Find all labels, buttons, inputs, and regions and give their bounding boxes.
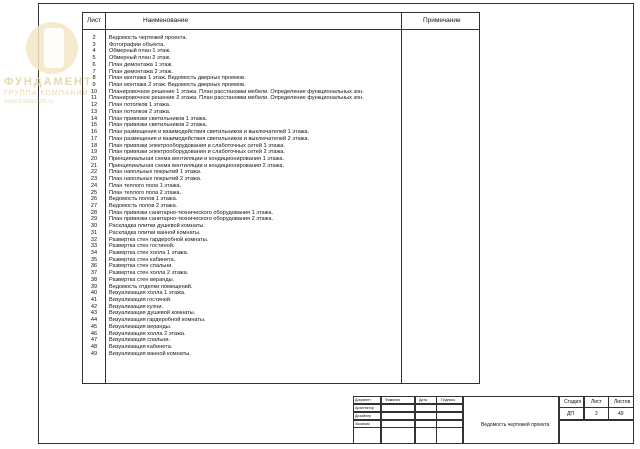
row-sheet-name: Визуализация душевой комнаты. — [109, 310, 196, 317]
logo-brand: ФУНДАМЕНТ — [4, 76, 93, 88]
row-sheet-number: 12 — [90, 102, 98, 109]
row-sheet-number: 40 — [90, 290, 98, 297]
stamp-title-cell — [463, 396, 559, 444]
table-row — [83, 210, 479, 217]
row-sheet-name: Развертка стен спальни. — [109, 263, 173, 270]
row-sheet-number: 45 — [90, 323, 98, 330]
table-row — [83, 331, 479, 338]
row-sheet-number: 5 — [92, 55, 96, 62]
row-sheet-name: Принципиальная схема вентиляции и кондиционирования 2 этажа. — [109, 162, 285, 169]
row-sheet-number: 34 — [90, 250, 98, 256]
table-row — [83, 109, 479, 116]
row-sheet-number: 17 — [90, 135, 98, 142]
table-row — [83, 176, 479, 183]
row-sheet-name: План размещения и взаимодействия светильников и выключателей 1 этажа. — [109, 129, 310, 136]
table-row — [83, 149, 479, 156]
row-sheet-number: 19 — [90, 149, 98, 156]
table-row — [83, 277, 479, 284]
row-sheet-name: Визуализация холла 2 этажа. — [109, 330, 186, 337]
row-sheet-name: Визуализация гостиной. — [109, 297, 172, 304]
row-sheet-name: Развертка стен гардеробной комнаты. — [109, 236, 209, 243]
table-row — [83, 344, 479, 351]
header-name: Наименование — [143, 17, 189, 24]
row-sheet-number: 3 — [92, 41, 96, 48]
table-row — [83, 257, 479, 264]
row-sheet-name: План напольных покрытий 1 этажа. — [109, 169, 202, 176]
row-sheet-number: 47 — [90, 337, 98, 344]
table-row — [83, 89, 479, 96]
row-sheet-number: 24 — [90, 182, 98, 189]
row-sheet-number: 8 — [92, 75, 96, 82]
row-sheet-number: 2 — [92, 35, 96, 41]
table-row — [83, 230, 479, 237]
row-sheet-name: План напольных покрытий 2 этажа. — [109, 176, 202, 183]
table-row — [83, 75, 479, 82]
table-row — [83, 337, 479, 344]
row-sheet-name: Раскладка плитки ванной комнаты. — [109, 229, 201, 236]
stamp-h-date: Дата — [419, 398, 427, 402]
row-sheet-number: 46 — [90, 330, 98, 337]
row-sheet-name: План потолков 1 этажа. — [109, 102, 171, 109]
table-row — [83, 304, 479, 311]
row-sheet-number: 29 — [90, 216, 98, 223]
table-row — [83, 143, 479, 150]
table-row — [83, 310, 479, 317]
row-sheet-name: План привязки санитарно-технического оборудования 2 этажа. — [109, 216, 274, 223]
header-divider — [83, 29, 479, 30]
row-sheet-name: План монтажа 2 этаж. Ведомость дверных проемов. — [109, 82, 246, 89]
row-sheet-number: 9 — [92, 82, 96, 89]
stamp-stage: ДП — [567, 411, 574, 417]
row-sheet-number: 7 — [92, 68, 96, 75]
table-row — [83, 324, 479, 331]
row-sheet-number: 33 — [90, 243, 98, 250]
table-row — [83, 237, 479, 244]
table-row — [83, 69, 479, 76]
logo-mark-inner — [44, 28, 64, 68]
stamp-h-sheets: Листов — [614, 399, 631, 405]
row-sheet-number: 16 — [90, 129, 98, 136]
row-sheet-number: 22 — [90, 169, 98, 176]
table-row — [83, 116, 479, 123]
row-sheet-name: Развертка стен холла 1 этажа. — [109, 250, 189, 256]
row-sheet-number: 11 — [91, 95, 97, 102]
row-sheet-number: 42 — [90, 303, 98, 310]
table-row — [83, 156, 479, 163]
row-sheet-name: Визуализация кухни. — [109, 303, 164, 310]
header-sheet: Лист — [87, 17, 102, 24]
title-block — [353, 396, 634, 444]
stamp-customer: Заказчик — [355, 422, 370, 426]
table-row — [83, 42, 479, 49]
stamp-title: Ведомость чертежей проекта — [481, 422, 550, 428]
row-sheet-number: 14 — [90, 115, 98, 122]
row-sheet-number: 30 — [90, 223, 98, 230]
row-sheet-name: Принципиальная схема вентиляции и кондиционирования 1 этажа. — [109, 155, 285, 162]
row-sheet-name: Визуализация гардеробной комнаты. — [109, 317, 206, 324]
row-sheet-name: План привязки электрооборудования и слаботочных сетей 2 этажа. — [109, 149, 285, 156]
table-row — [83, 82, 479, 89]
table-row — [83, 270, 479, 277]
table-row — [83, 35, 479, 42]
table-row — [83, 290, 479, 297]
row-sheet-name: План демонтажа 2 этаж. — [109, 68, 173, 75]
row-sheet-name: Раскладка плитки душевой комнаты. — [109, 223, 205, 230]
sheet-list-table — [82, 12, 480, 384]
row-sheet-number: 23 — [90, 176, 98, 183]
row-sheet-name: Обмерный план 2 этаж. — [109, 55, 171, 62]
row-sheet-name: Визуализация ванной комнаты. — [109, 350, 191, 357]
row-sheet-number: 4 — [92, 48, 96, 55]
row-sheet-name: Планировочное решение 2 этажа. План расстановки мебели. Определение функциональных зон. — [109, 95, 364, 102]
row-sheet-name: Визуализация спальни. — [109, 337, 171, 344]
row-sheet-name: План теплого пола 2 этажа. — [109, 189, 182, 196]
row-sheet-number: 36 — [90, 263, 98, 270]
table-row — [83, 203, 479, 210]
table-row — [83, 129, 479, 136]
table-rows — [83, 35, 479, 358]
table-row — [83, 169, 479, 176]
row-sheet-name: Развертка стен гостиной. — [109, 243, 175, 250]
stamp-sheets: 49 — [618, 411, 624, 417]
row-sheet-number: 15 — [90, 122, 98, 129]
row-sheet-name: План демонтажа 1 этаж. — [109, 61, 173, 68]
row-sheet-number: 13 — [90, 108, 98, 115]
row-sheet-number: 35 — [90, 256, 98, 263]
row-sheet-name: План монтажа 1 этаж. Ведомость дверных проемов. — [109, 75, 246, 82]
row-sheet-number: 28 — [90, 209, 98, 216]
row-sheet-number: 6 — [92, 61, 96, 68]
row-sheet-name: Планировочное решение 1 этажа. План расстановки мебели. Определение функциональных зон. — [109, 88, 364, 95]
table-row — [83, 48, 479, 55]
stamp-col — [415, 396, 437, 444]
row-sheet-number: 41 — [90, 297, 98, 304]
row-sheet-name: План потолков 2 этажа. — [109, 108, 171, 115]
table-row — [83, 317, 479, 324]
row-sheet-name: План теплого пола 1 этажа. — [109, 182, 182, 189]
row-sheet-name: Ведомость чертежей проекта. — [109, 35, 188, 41]
row-sheet-name: Развертка стен кабинета. — [109, 256, 176, 263]
row-sheet-number: 18 — [90, 142, 98, 149]
row-sheet-name: Развертка стен веранды. — [109, 276, 175, 283]
table-row — [83, 55, 479, 62]
row-sheet-number: 21 — [90, 162, 98, 169]
table-row — [83, 284, 479, 291]
row-sheet-name: Ведомость полов 2 этажа. — [109, 202, 178, 209]
stamp-h-surname: Фамилия — [385, 398, 401, 402]
table-row — [83, 190, 479, 197]
row-sheet-number: 37 — [90, 270, 98, 277]
row-sheet-number: 25 — [90, 189, 98, 196]
row-sheet-number: 31 — [90, 229, 98, 236]
table-row — [83, 62, 479, 69]
stamp-h-sheet: Лист — [591, 399, 602, 405]
row-sheet-name: Развертка стен холла 2 этажа. — [109, 270, 189, 277]
stamp-col — [353, 396, 381, 444]
stamp-col — [381, 396, 415, 444]
table-row — [83, 243, 479, 250]
row-sheet-name: Визуализация веранды. — [109, 323, 172, 330]
row-sheet-name: Визуализация холла 1 этажа. — [109, 290, 186, 297]
row-sheet-number: 39 — [90, 283, 98, 290]
row-sheet-number: 32 — [90, 236, 98, 243]
row-sheet-name: План привязки электрооборудования и слаботочных сетей 1 этажа. — [109, 142, 285, 149]
row-sheet-name: Ведомость полов 1 этажа. — [109, 196, 178, 203]
row-sheet-number: 27 — [90, 202, 98, 209]
row-sheet-name: План привязки светильников 2 этажа. — [109, 122, 208, 129]
logo-url: www.fundament.ru — [4, 99, 54, 105]
row-sheet-name: Визуализация кабинета. — [109, 344, 173, 351]
row-sheet-number: 10 — [90, 88, 98, 95]
stamp-h-doc: Документ — [355, 398, 371, 402]
row-sheet-name: Обмерный план 1 этаж. — [109, 48, 171, 55]
stamp-h-stage: Стадия — [564, 399, 582, 405]
table-row — [83, 351, 479, 358]
table-row — [83, 95, 479, 102]
table-row — [83, 196, 479, 203]
row-sheet-name: Фотографии объекта. — [109, 41, 165, 48]
table-row — [83, 250, 479, 257]
stamp-architect: Архитектор — [355, 406, 374, 410]
stamp-sheet: 2 — [595, 411, 598, 417]
row-sheet-number: 26 — [90, 196, 98, 203]
row-sheet-name: Ведомость отделки помещений. — [109, 283, 193, 290]
stamp-designer: Дизайнер — [355, 414, 372, 418]
table-row — [83, 297, 479, 304]
row-sheet-number: 49 — [90, 350, 98, 357]
row-sheet-number: 20 — [90, 155, 98, 162]
logo-subtitle: ГРУППА КОМПАНИЙ — [4, 90, 89, 97]
row-sheet-name: План привязки санитарно-технического оборудования 1 этажа. — [109, 209, 274, 216]
table-row — [83, 223, 479, 230]
table-row — [83, 163, 479, 170]
row-sheet-number: 44 — [90, 317, 98, 324]
row-sheet-name: План размещения и взаимодействия светильников и выключателей 2 этажа. — [109, 135, 310, 142]
header-note: Примечание — [423, 17, 461, 24]
table-row — [83, 102, 479, 109]
row-sheet-number: 48 — [90, 344, 98, 351]
row-sheet-name: План привязки светильников 1 этажа. — [109, 115, 208, 122]
table-row — [83, 122, 479, 129]
row-sheet-number: 38 — [90, 276, 98, 283]
table-row — [83, 183, 479, 190]
row-sheet-number: 43 — [90, 310, 98, 317]
table-row — [83, 263, 479, 270]
stamp-h-sign: Подпись — [441, 398, 456, 402]
table-row — [83, 216, 479, 223]
table-row — [83, 136, 479, 143]
stamp-company-cell — [559, 420, 634, 444]
